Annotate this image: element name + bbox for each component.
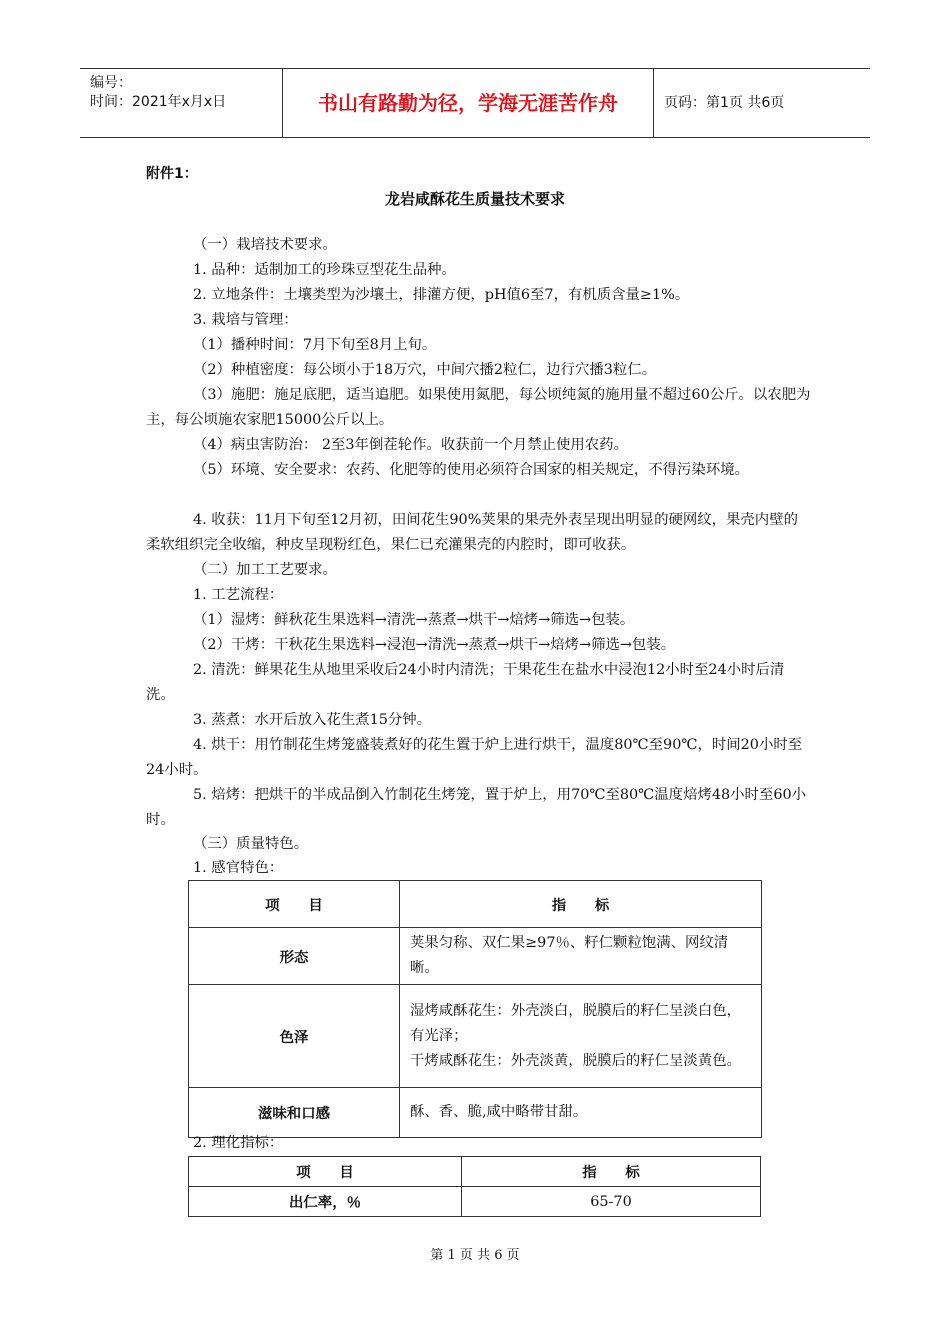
table-cell-value: 65-70 <box>462 1187 761 1217</box>
table-cell-line: 湿烤咸酥花生：外壳淡白，脱膜后的籽仁呈淡白色，有光泽； <box>410 1002 741 1044</box>
table-cell-item: 滋味和口感 <box>189 1088 400 1138</box>
sensory-table <box>188 880 762 1138</box>
paragraph: 2. 立地条件：土壤类型为沙壤土，排灌方便，pH值6至7，有机质含量≥1%。 <box>193 287 690 303</box>
paragraph: （一）栽培技术要求。 <box>193 237 337 253</box>
paragraph: （4）病虫害防治： 2至3年倒茬轮作。收获前一个月禁止使用农药。 <box>193 437 628 453</box>
paragraph: （1）播种时间：7月下旬至8月上旬。 <box>193 337 437 353</box>
paragraph: （2）种植密度：每公顷小于18万穴，中间穴播2粒仁，边行穴播3粒仁。 <box>193 362 657 378</box>
physchem-table <box>188 1156 761 1217</box>
paragraph: （二）加工工艺要求。 <box>193 562 337 578</box>
table-row <box>189 985 762 1088</box>
paragraph: （2）干烤：干秋花生果选料→浸泡→清洗→蒸煮→烘干→焙烤→筛选→包装。 <box>193 637 676 653</box>
paragraph: 2. 清洗：鲜果花生从地里采收后24小时内清洗；干果花生在盐水中浸泡12小时至24小时后清洗。 <box>146 662 785 703</box>
paragraph: （三）质量特色。 <box>193 836 309 852</box>
table-header-row <box>189 881 762 928</box>
table-cell-item: 形态 <box>189 928 400 985</box>
table-row <box>189 928 762 985</box>
number-label: 编号： <box>90 75 132 91</box>
paragraph: 1. 感官特色： <box>193 860 284 876</box>
time-label: 时间：2021年x月x日 <box>90 94 227 110</box>
paragraph: （1）湿烤：鲜秋花生果选料→清洗→蒸煮→烘干→焙烤→筛选→包装。 <box>193 612 635 628</box>
header-page-label: 页码：第1页 共6页 <box>664 95 785 111</box>
table-head-index: 指 标 <box>462 1157 761 1187</box>
attachment-label: 附件1： <box>146 166 198 182</box>
paragraph: 1. 工艺流程： <box>193 587 284 603</box>
paragraph: （3）施肥：施足底肥，适当追肥。如果使用氮肥，每公顷纯氮的施用量不超过60公斤。以农肥为主，每公顷施农家肥15000公斤以上。 <box>146 387 811 428</box>
table-cell-line: 干烤咸酥花生：外壳淡黄，脱膜后的籽仁呈淡黄色。 <box>410 1052 741 1069</box>
table-header-row <box>189 1157 761 1187</box>
header-motto: 书山有路勤为径，学海无涯苦作舟 <box>282 69 654 137</box>
table-head-item: 项 目 <box>189 881 400 928</box>
table-cell-value <box>400 985 762 1088</box>
paragraph: 1. 品种：适制加工的珍珠豆型花生品种。 <box>193 262 456 278</box>
table-cell-value: 酥、香、脆,咸中略带甘甜。 <box>400 1088 762 1138</box>
document-title: 龙岩咸酥花生质量技术要求 <box>384 190 565 208</box>
table-cell-item: 色泽 <box>189 985 400 1088</box>
document-header <box>80 68 870 138</box>
table-head-index: 指 标 <box>400 881 762 928</box>
page-footer: 第 1 页 共 6 页 <box>430 1248 520 1263</box>
paragraph: 5. 焙烤：把烘干的半成品倒入竹制花生烤笼，置于炉上，用70℃至80℃温度焙烤48小时至60小时。 <box>146 787 807 828</box>
table-row <box>189 1088 762 1138</box>
paragraph: 3. 蒸煮：水开后放入花生煮15分钟。 <box>193 712 432 728</box>
table-row <box>189 1187 761 1217</box>
paragraph: 3. 栽培与管理： <box>193 312 298 328</box>
table-cell-item: 出仁率，％ <box>189 1187 462 1217</box>
header-meta <box>80 69 282 137</box>
paragraph: （5）环境、安全要求：农药、化肥等的使用必须符合国家的相关规定，不得污染环境。 <box>193 462 750 478</box>
paragraph: 4. 收获：11月下旬至12月初，田间花生90%荚果的果壳外表呈现出明显的硬网纹，果壳内壁的柔软组织完全收缩，种皮呈现粉红色，果仁已充灌果壳的内腔时，即可收获。 <box>146 512 798 553</box>
paragraph: 4. 烘干：用竹制花生烤笼盛装煮好的花生置于炉上进行烘干，温度80℃至90℃，时间20小时至24小时。 <box>146 737 803 778</box>
table-head-item: 项 目 <box>189 1157 462 1187</box>
table-cell-value: 荚果匀称、双仁果≥97％、籽仁颗粒饱满、网纹清晰。 <box>400 928 762 985</box>
physchem-label: 2. 理化指标： <box>193 1135 284 1151</box>
